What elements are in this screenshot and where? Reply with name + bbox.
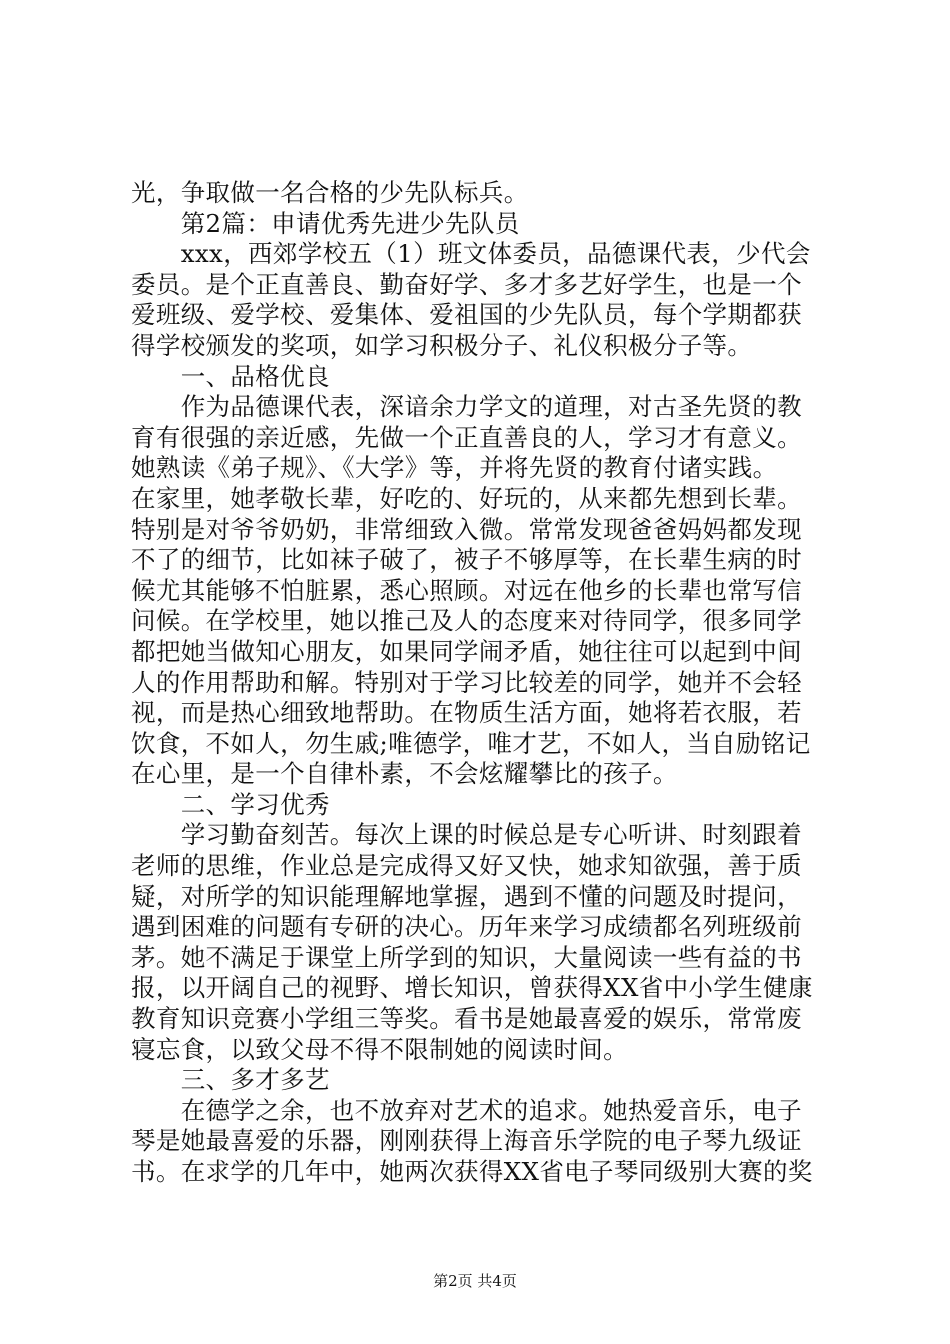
text-line: 寝忘食，以致父母不得不限制她的阅读时间。 [131, 1034, 628, 1064]
text-line: 在心里，是一个自律朴素，不会炫耀攀比的孩子。 [131, 759, 678, 789]
text-line: 在德学之余，也不放弃对艺术的追求。她热爱音乐，电子 [131, 1095, 802, 1125]
text-line: 视，而是热心细致地帮助。在物质生活方面，她将若衣服，若 [131, 698, 802, 728]
text-line: 在家里，她孝敬长辈，好吃的、好玩的，从来都先想到长辈。 [131, 483, 802, 513]
text-line: 特别是对爷爷奶奶，非常细致入微。常常发现爸爸妈妈都发现 [131, 514, 802, 544]
text-line: 爱班级、爱学校、爱集体、爱祖国的少先队员，每个学期都获 [131, 300, 802, 330]
text-line: 都把她当做知心朋友，如果同学闹矛盾，她往往可以起到中间 [131, 636, 802, 666]
page-footer [0, 1272, 950, 1290]
section-heading: 二、学习优秀 [131, 789, 330, 819]
text-line: 问候。在学校里，她以推己及人的态度来对待同学，很多同学 [131, 606, 802, 636]
text-line: 育有很强的亲近感，先做一个正直善良的人，学习才有意义。 [131, 422, 802, 452]
document-body [131, 178, 831, 1188]
text-line: 人的作用帮助和解。特别对于学习比较差的同学，她并不会轻 [131, 667, 802, 697]
text-line: 老师的思维，作业总是完成得又好又快，她求知欲强，善于质 [131, 851, 802, 881]
text-line: 疑，对所学的知识能理解地掌握，遇到不懂的问题及时提问， [131, 881, 802, 911]
text-line: 候尤其能够不怕脏累，悉心照顾。对远在他乡的长辈也常写信 [131, 575, 802, 605]
text-line: 作为品德课代表，深谙余力学文的道理，对古圣先贤的教 [131, 392, 802, 422]
text-line: 遇到困难的问题有专研的决心。历年来学习成绩都名列班级前 [131, 912, 802, 942]
text-line: 委员。是个正直善良、勤奋好学、多才多艺好学生，也是一个 [131, 269, 802, 299]
text-line: 光，争取做一名合格的少先队标兵。 [131, 178, 529, 207]
section-title: 第2篇：申请优秀先进少先队员 [131, 208, 520, 238]
text-line: 学习勤奋刻苦。每次上课的时候总是专心听讲、时刻跟着 [131, 820, 802, 850]
text-line: xxx，西郊学校五（1）班文体委员，品德课代表，少代会 [131, 239, 811, 269]
section-heading: 一、品格优良 [131, 361, 330, 391]
text-line: 饮食，不如人，勿生戚;唯德学，唯才艺，不如人，当自励铭记 [131, 728, 811, 758]
section-heading: 三、多才多艺 [131, 1065, 330, 1095]
text-line: 不了的细节，比如袜子破了，被子不够厚等，在长辈生病的时 [131, 545, 802, 575]
text-line: 报，以开阔自己的视野、增长知识，曾获得XX省中小学生健康 [131, 973, 813, 1003]
text-line: 得学校颁发的奖项，如学习积极分子、礼仪积极分子等。 [131, 330, 753, 360]
text-line: 茅。她不满足于课堂上所学到的知识，大量阅读一些有益的书 [131, 942, 802, 972]
text-line: 书。在求学的几年中，她两次获得XX省电子琴同级别大赛的奖 [131, 1157, 813, 1186]
text-line: 教育知识竞赛小学组三等奖。看书是她最喜爱的娱乐，常常废 [131, 1004, 802, 1034]
text-line: 她熟读《弟子规》、《大学》等，并将先贤的教育付诸实践。 [131, 453, 778, 483]
page-number-label: 第2页 共4页 [433, 1272, 517, 1290]
text-line: 琴是她最喜爱的乐器，刚刚获得上海音乐学院的电子琴九级证 [131, 1126, 802, 1156]
